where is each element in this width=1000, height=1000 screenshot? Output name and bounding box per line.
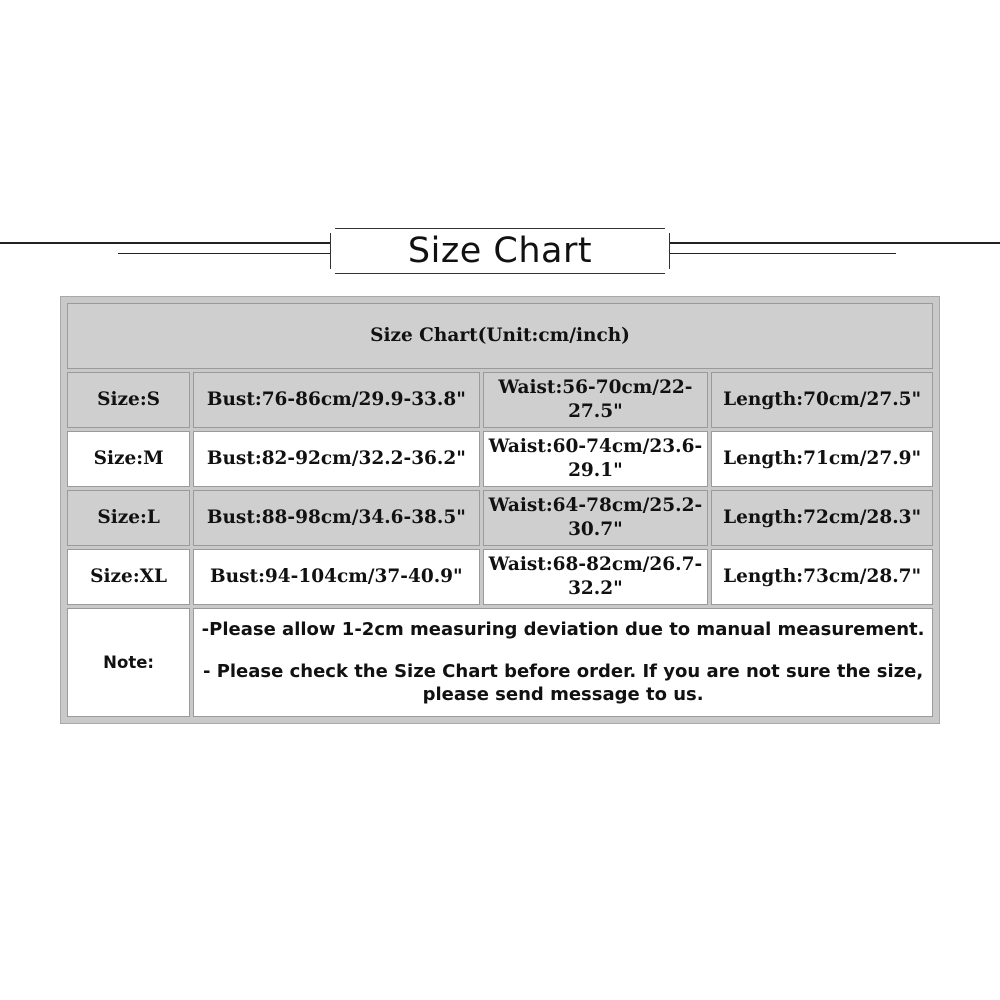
size-cell: Size:M [67,431,190,487]
note-label: Note: [67,608,190,717]
left-inner-rule [118,253,330,254]
size-chart-table [64,300,936,720]
size-chart-table-frame [60,296,940,724]
bust-cell: Bust:94-104cm/37-40.9" [193,549,479,605]
size-cell: Size:XL [67,549,190,605]
length-cell: Length:72cm/28.3" [711,490,933,546]
bust-cell: Bust:76-86cm/29.9-33.8" [193,372,479,428]
right-outer-rule [668,242,1000,244]
title-banner [330,228,670,274]
size-cell: Size:S [67,372,190,428]
length-cell: Length:70cm/27.5" [711,372,933,428]
banner-corner-notch [325,223,335,233]
note-line-deviation: -Please allow 1-2cm measuring deviation due to manual measurement. [201,619,925,641]
length-cell: Length:73cm/28.7" [711,549,933,605]
note-line-check: - Please check the Size Chart before order. If you are not sure the size, please send message to us. [202,660,924,706]
right-inner-rule [668,253,896,254]
waist-cell: Waist:60-74cm/23.6-29.1" [483,431,709,487]
left-outer-rule [0,242,330,244]
bust-cell: Bust:88-98cm/34.6-38.5" [193,490,479,546]
table-row [67,431,933,487]
waist-cell: Waist:68-82cm/26.7-32.2" [483,549,709,605]
note-row [67,608,933,717]
table-header: Size Chart(Unit:cm/inch) [67,303,933,369]
size-cell: Size:L [67,490,190,546]
bust-cell: Bust:82-92cm/32.2-36.2" [193,431,479,487]
banner-corner-notch [325,269,335,279]
waist-cell: Waist:64-78cm/25.2-30.7" [483,490,709,546]
table-row [67,372,933,428]
table-row [67,549,933,605]
banner-corner-notch [665,223,675,233]
page-title: Size Chart [407,231,593,271]
table-row [67,490,933,546]
note-body [193,608,933,717]
waist-cell: Waist:56-70cm/22-27.5" [483,372,709,428]
length-cell: Length:71cm/27.9" [711,431,933,487]
banner-corner-notch [665,269,675,279]
